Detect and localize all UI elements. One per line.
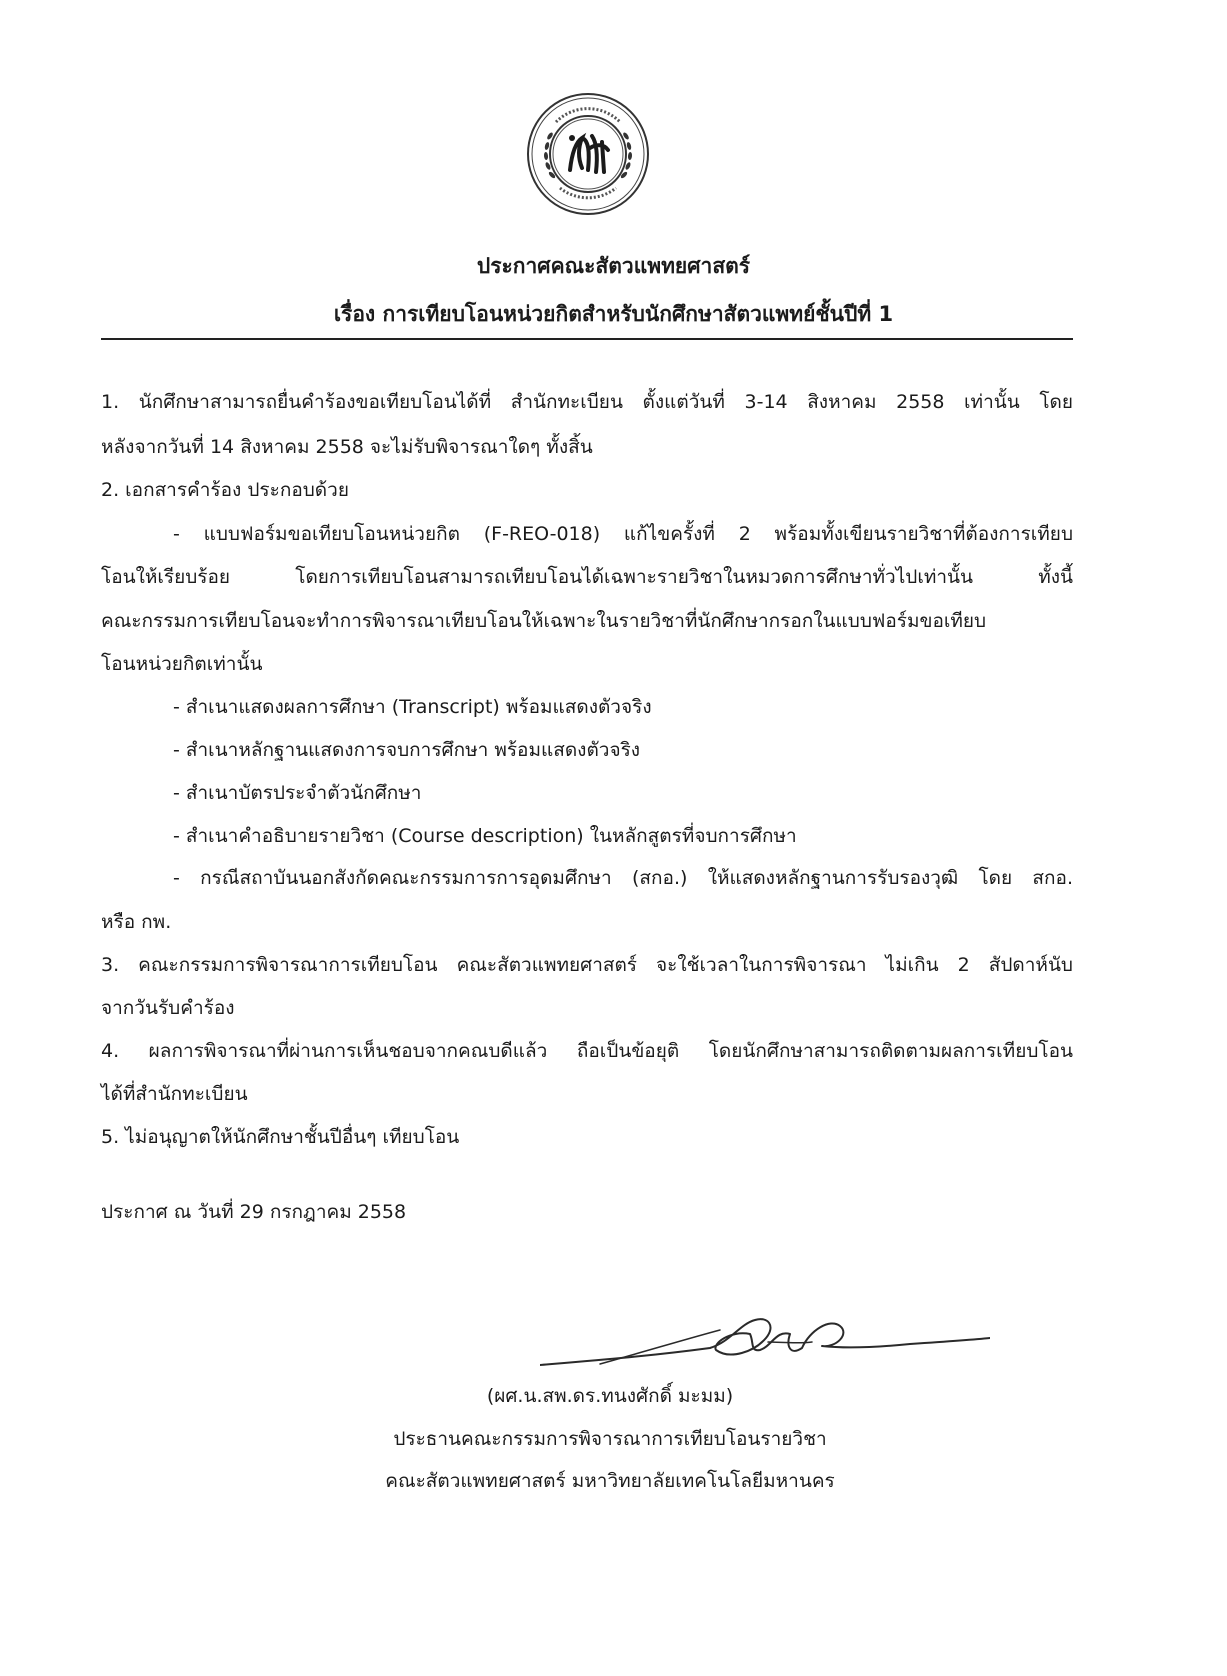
- signatory-organization: คณะสัตวแพทยศาสตร์ มหาวิทยาลัยเทคโนโลยีมหานคร: [385, 1470, 835, 1492]
- announcement-subject: เรื่อง การเทียบโอนหน่วยกิตสำหรับนักศึกษาสัตวแพทย์ชั้นปีที่ 1: [333, 302, 894, 326]
- item-1-line-2: หลังจากวันที่ 14 สิงหาคม 2558 จะไม่รับพิจารณาใดๆ ทั้งสิ้น: [101, 436, 593, 458]
- item-2-heading: 2. เอกสารคำร้อง ประกอบด้วย: [101, 479, 349, 501]
- item-4-line-2: ได้ที่สำนักทะเบียน: [101, 1083, 248, 1105]
- announcement-date: ประกาศ ณ วันที่ 29 กรกฎาคม 2558: [101, 1201, 407, 1223]
- doc-course-description: - สำเนาคำอธิบายรายวิชา (Course description) ในหลักสูตรที่จบการศึกษา: [173, 825, 797, 847]
- item-5: 5. ไม่อนุญาตให้นักศึกษาชั้นปีอื่นๆ เทียบโอน: [101, 1126, 460, 1148]
- doc-outside-institution-line-1: - กรณีสถาบันนอกสังกัดคณะกรรมการการอุดมศึกษา (สกอ.) ให้แสดงหลักฐานการรับรองวุฒิ โดย สกอ.: [173, 867, 1073, 889]
- form-line-1: - แบบฟอร์มขอเทียบโอนหน่วยกิต (F-REO-018) แก้ไขครั้งที่ 2 พร้อมทั้งเขียนรายวิชาที่ต้องการเทียบ: [173, 523, 1073, 545]
- doc-outside-institution-line-2: หรือ กพ.: [101, 911, 172, 933]
- doc-id-card: - สำเนาบัตรประจำตัวนักศึกษา: [173, 782, 422, 804]
- handwritten-signature: [540, 1290, 990, 1380]
- item-3-line-1: 3. คณะกรรมการพิจารณาการเทียบโอน คณะสัตวแพทยศาสตร์ จะใช้เวลาในการพิจารณา ไม่เกิน 2 สัปดาห์นับ: [101, 954, 1073, 976]
- item-4-line-1: 4. ผลการพิจารณาที่ผ่านการเห็นชอบจากคณบดีแล้ว ถือเป็นข้อยุติ โดยนักศึกษาสามารถติดตามผลการเทียบโอน: [101, 1040, 1073, 1062]
- item-3-line-2: จากวันรับคำร้อง: [101, 997, 235, 1019]
- announcement-title: ประกาศคณะสัตวแพทยศาสตร์: [476, 254, 751, 278]
- university-seal-logo: [526, 92, 650, 216]
- doc-graduation: - สำเนาหลักฐานแสดงการจบการศึกษา พร้อมแสดงตัวจริง: [173, 739, 641, 761]
- item-1-line-1: 1. นักศึกษาสามารถยื่นคำร้องขอเทียบโอนได้ที่ สำนักทะเบียน ตั้งแต่วันที่ 3-14 สิงหาคม 2558 เท่านั้น โดย: [101, 391, 1073, 413]
- form-line-4: โอนหน่วยกิตเท่านั้น: [101, 653, 263, 675]
- signatory-name: (ผศ.น.สพ.ดร.ทนงศักดิ์ มะมม): [486, 1385, 734, 1407]
- form-line-2: โอนให้เรียบร้อย โดยการเทียบโอนสามารถเทียบโอนได้เฉพาะรายวิชาในหมวดการศึกษาทั่วไปเท่านั้น ทั้งนี้: [101, 566, 1073, 588]
- header-divider: [101, 338, 1073, 340]
- signatory-position: ประธานคณะกรรมการพิจารณาการเทียบโอนรายวิชา: [393, 1428, 827, 1450]
- doc-transcript: - สำเนาแสดงผลการศึกษา (Transcript) พร้อมแสดงตัวจริง: [173, 696, 652, 718]
- form-line-3: คณะกรรมการเทียบโอนจะทำการพิจารณาเทียบโอนให้เฉพาะในรายวิชาที่นักศึกษากรอกในแบบฟอร์มขอเทียบ: [101, 610, 987, 632]
